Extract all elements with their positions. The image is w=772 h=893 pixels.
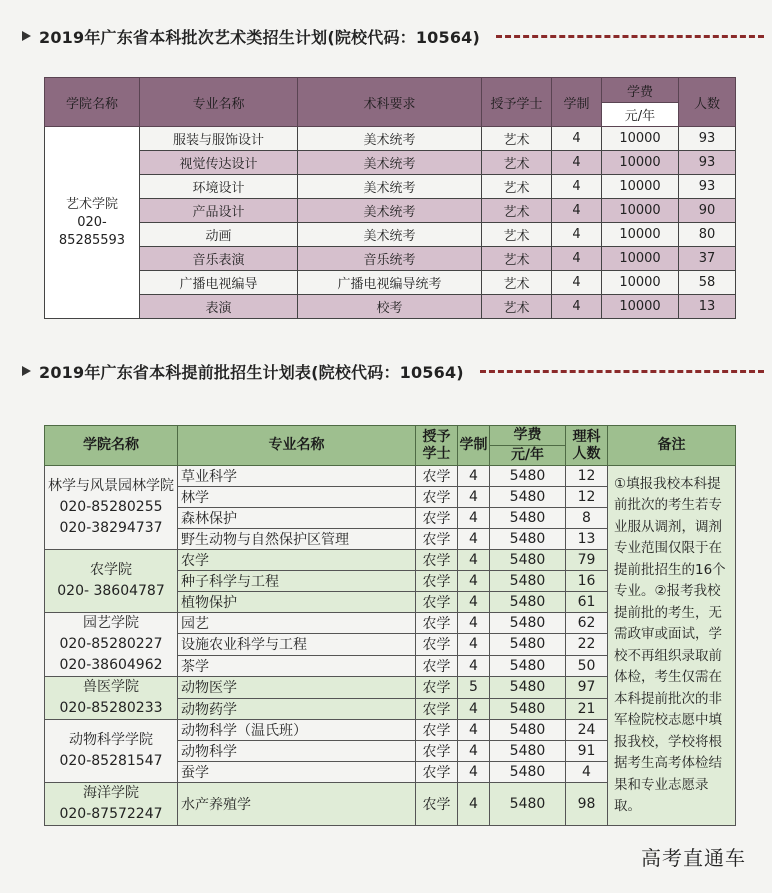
cell-degree: 农学 <box>416 783 458 826</box>
cell-years: 4 <box>458 571 490 592</box>
cell-requirement: 美术统考 <box>298 223 482 247</box>
cell-years: 4 <box>552 175 602 199</box>
cell-years: 4 <box>458 762 490 783</box>
cell-fee: 5480 <box>490 783 566 826</box>
college-phone: 020-38294737 <box>59 520 163 536</box>
cell-years: 4 <box>552 127 602 151</box>
college-cell <box>45 677 178 720</box>
college-name: 海洋学院 <box>83 785 139 801</box>
cell-fee: 5480 <box>490 487 566 508</box>
early-table-body <box>45 466 736 826</box>
section2-title: 2019年广东省本科提前批招生计划表(院校代码：10564) <box>39 362 464 382</box>
cell-fee: 5480 <box>490 550 566 571</box>
cell-degree: 农学 <box>416 677 458 699</box>
header-major: 专业名称 <box>140 78 298 127</box>
cell-fee: 10000 <box>602 175 679 199</box>
cell-major: 森林保护 <box>178 508 416 529</box>
cell-fee: 5480 <box>490 762 566 783</box>
cell-major: 草业科学 <box>178 466 416 487</box>
cell-years: 4 <box>552 223 602 247</box>
section1-title: 2019年广东省本科批次艺术类招生计划(院校代码：10564) <box>39 27 481 47</box>
cell-major: 农学 <box>178 550 416 571</box>
cell-years: 4 <box>552 151 602 175</box>
dashed-divider <box>496 35 764 38</box>
cell-years: 4 <box>552 295 602 319</box>
cell-count: 37 <box>679 247 736 271</box>
header-note: 备注 <box>608 426 736 466</box>
table-row <box>45 295 736 319</box>
cell-years: 4 <box>458 720 490 741</box>
cell-major: 蚕学 <box>178 762 416 783</box>
cell-major: 服装与服饰设计 <box>140 127 298 151</box>
dashed-divider <box>480 370 764 373</box>
cell-degree: 艺术 <box>482 151 552 175</box>
header-fee: 学费 <box>490 426 566 446</box>
cell-years: 4 <box>458 741 490 762</box>
college-cell <box>45 613 178 677</box>
cell-major: 动物医学 <box>178 677 416 699</box>
cell-major: 动画 <box>140 223 298 247</box>
cell-count: 22 <box>566 634 608 655</box>
cell-degree: 农学 <box>416 508 458 529</box>
cell-count: 21 <box>566 698 608 720</box>
cell-degree: 艺术 <box>482 199 552 223</box>
college-name: 兽医学院 <box>83 679 139 695</box>
cell-count: 8 <box>566 508 608 529</box>
section2-heading <box>0 357 772 385</box>
table-row <box>45 151 736 175</box>
cell-count: 91 <box>566 741 608 762</box>
college-cell <box>45 783 178 826</box>
section1-heading <box>0 22 772 50</box>
college-name: 园艺学院 <box>83 615 139 631</box>
cell-count: 24 <box>566 720 608 741</box>
college-name: 艺术学院 <box>65 196 118 212</box>
cell-degree: 农学 <box>416 741 458 762</box>
header-fee-unit: 元/年 <box>490 446 566 466</box>
cell-requirement: 美术统考 <box>298 127 482 151</box>
cell-fee: 5480 <box>490 508 566 529</box>
cell-major: 林学 <box>178 487 416 508</box>
cell-major: 动物科学（温氏班） <box>178 720 416 741</box>
cell-count: 97 <box>566 677 608 699</box>
cell-count: 13 <box>566 529 608 550</box>
cell-major: 广播电视编导 <box>140 271 298 295</box>
cell-count: 16 <box>566 571 608 592</box>
watermark: 高考直通车 <box>641 846 746 870</box>
header-fee-unit: 元/年 <box>602 103 679 127</box>
early-admission-table <box>44 425 736 826</box>
cell-count: 12 <box>566 487 608 508</box>
cell-degree: 艺术 <box>482 175 552 199</box>
cell-degree: 艺术 <box>482 295 552 319</box>
college-cell <box>45 466 178 550</box>
college-phone: 020-85281547 <box>59 753 163 769</box>
cell-fee: 10000 <box>602 199 679 223</box>
college-cell <box>45 127 140 319</box>
cell-fee: 5480 <box>490 613 566 634</box>
cell-count: 13 <box>679 295 736 319</box>
college-cell <box>45 550 178 613</box>
cell-major: 动物药学 <box>178 698 416 720</box>
table-row <box>45 247 736 271</box>
header-degree: 授予学士 <box>416 426 458 466</box>
cell-count: 80 <box>679 223 736 247</box>
college-phone: 020-85285593 <box>58 214 126 248</box>
cell-major: 环境设计 <box>140 175 298 199</box>
cell-years: 4 <box>458 613 490 634</box>
cell-count: 90 <box>679 199 736 223</box>
cell-count: 62 <box>566 613 608 634</box>
cell-degree: 农学 <box>416 655 458 676</box>
header-count: 理科人数 <box>566 426 608 466</box>
cell-fee: 10000 <box>602 223 679 247</box>
college-phone: 020-85280233 <box>59 700 163 716</box>
cell-fee: 10000 <box>602 247 679 271</box>
header-fee: 学费 <box>602 78 679 103</box>
cell-degree: 农学 <box>416 592 458 613</box>
cell-count: 79 <box>566 550 608 571</box>
college-phone: 020- 38604787 <box>57 583 165 599</box>
cell-requirement: 校考 <box>298 295 482 319</box>
cell-years: 4 <box>458 634 490 655</box>
cell-fee: 5480 <box>490 720 566 741</box>
table-row <box>45 271 736 295</box>
cell-count: 58 <box>679 271 736 295</box>
college-phone: 020-87572247 <box>59 806 163 822</box>
cell-requirement: 音乐统考 <box>298 247 482 271</box>
cell-degree: 农学 <box>416 487 458 508</box>
cell-major: 表演 <box>140 295 298 319</box>
cell-degree: 农学 <box>416 720 458 741</box>
art-table-body <box>45 127 736 319</box>
cell-years: 4 <box>458 550 490 571</box>
cell-degree: 农学 <box>416 634 458 655</box>
cell-fee: 10000 <box>602 151 679 175</box>
cell-major: 茶学 <box>178 655 416 676</box>
cell-years: 4 <box>458 529 490 550</box>
college-phone: 020-85280255 <box>59 499 163 515</box>
header-count: 人数 <box>679 78 736 127</box>
table-row <box>45 175 736 199</box>
cell-years: 4 <box>552 199 602 223</box>
cell-degree: 农学 <box>416 466 458 487</box>
note-cell: ①填报我校本科提前批次的考生若专业服从调剂，调剂专业范围仅限于在提前批招生的16个专业。②报考我校提前批的考生，无需政审或面试，学校不再组织录取前体检，考生仅需在本科提前批次的非军检院校志愿中填报我校，学校将根据考生高考体检结果和专业志愿录取。 <box>608 466 736 826</box>
cell-major: 产品设计 <box>140 199 298 223</box>
header-college: 学院名称 <box>45 426 178 466</box>
header-degree: 授予学士 <box>482 78 552 127</box>
cell-requirement: 美术统考 <box>298 151 482 175</box>
cell-degree: 农学 <box>416 762 458 783</box>
college-name: 林学与风景园林学院 <box>48 478 174 494</box>
cell-major: 野生动物与自然保护区管理 <box>178 529 416 550</box>
cell-count: 93 <box>679 127 736 151</box>
cell-degree: 艺术 <box>482 271 552 295</box>
cell-count: 12 <box>566 466 608 487</box>
cell-major: 音乐表演 <box>140 247 298 271</box>
cell-fee: 10000 <box>602 271 679 295</box>
cell-degree: 艺术 <box>482 247 552 271</box>
cell-fee: 10000 <box>602 295 679 319</box>
cell-count: 61 <box>566 592 608 613</box>
cell-major: 水产养殖学 <box>178 783 416 826</box>
table-row <box>45 223 736 247</box>
cell-years: 4 <box>458 783 490 826</box>
cell-major: 设施农业科学与工程 <box>178 634 416 655</box>
cell-years: 5 <box>458 677 490 699</box>
cell-degree: 农学 <box>416 613 458 634</box>
cell-major: 园艺 <box>178 613 416 634</box>
cell-fee: 5480 <box>490 592 566 613</box>
cell-fee: 5480 <box>490 655 566 676</box>
cell-fee: 5480 <box>490 741 566 762</box>
header-major: 专业名称 <box>178 426 416 466</box>
art-admission-table <box>44 77 736 319</box>
header-requirement: 术科要求 <box>298 78 482 127</box>
header-years: 学制 <box>458 426 490 466</box>
cell-years: 4 <box>458 466 490 487</box>
cell-count: 93 <box>679 175 736 199</box>
play-triangle-icon <box>22 366 31 376</box>
cell-fee: 5480 <box>490 571 566 592</box>
college-cell <box>45 720 178 783</box>
cell-requirement: 美术统考 <box>298 199 482 223</box>
college-name: 动物科学学院 <box>69 732 153 748</box>
cell-degree: 农学 <box>416 550 458 571</box>
cell-years: 4 <box>458 655 490 676</box>
play-triangle-icon <box>22 31 31 41</box>
college-phone: 020-85280227 <box>59 636 163 652</box>
cell-degree: 艺术 <box>482 223 552 247</box>
cell-years: 4 <box>458 487 490 508</box>
cell-degree: 艺术 <box>482 127 552 151</box>
cell-fee: 5480 <box>490 698 566 720</box>
cell-years: 4 <box>552 247 602 271</box>
table-row <box>45 466 736 487</box>
cell-major: 植物保护 <box>178 592 416 613</box>
cell-years: 4 <box>458 592 490 613</box>
table-row <box>45 127 736 151</box>
cell-fee: 5480 <box>490 677 566 699</box>
table-row <box>45 199 736 223</box>
cell-major: 种子科学与工程 <box>178 571 416 592</box>
cell-fee: 5480 <box>490 466 566 487</box>
cell-requirement: 美术统考 <box>298 175 482 199</box>
header-years: 学制 <box>552 78 602 127</box>
cell-major: 动物科学 <box>178 741 416 762</box>
cell-major: 视觉传达设计 <box>140 151 298 175</box>
cell-degree: 农学 <box>416 698 458 720</box>
cell-count: 98 <box>566 783 608 826</box>
cell-fee: 10000 <box>602 127 679 151</box>
cell-requirement: 广播电视编导统考 <box>298 271 482 295</box>
cell-years: 4 <box>552 271 602 295</box>
college-phone: 020-38604962 <box>59 657 163 673</box>
header-college: 学院名称 <box>45 78 140 127</box>
cell-years: 4 <box>458 698 490 720</box>
cell-fee: 5480 <box>490 529 566 550</box>
cell-count: 50 <box>566 655 608 676</box>
cell-degree: 农学 <box>416 529 458 550</box>
cell-count: 4 <box>566 762 608 783</box>
cell-count: 93 <box>679 151 736 175</box>
cell-fee: 5480 <box>490 634 566 655</box>
college-name: 农学院 <box>90 562 132 578</box>
cell-degree: 农学 <box>416 571 458 592</box>
cell-years: 4 <box>458 508 490 529</box>
